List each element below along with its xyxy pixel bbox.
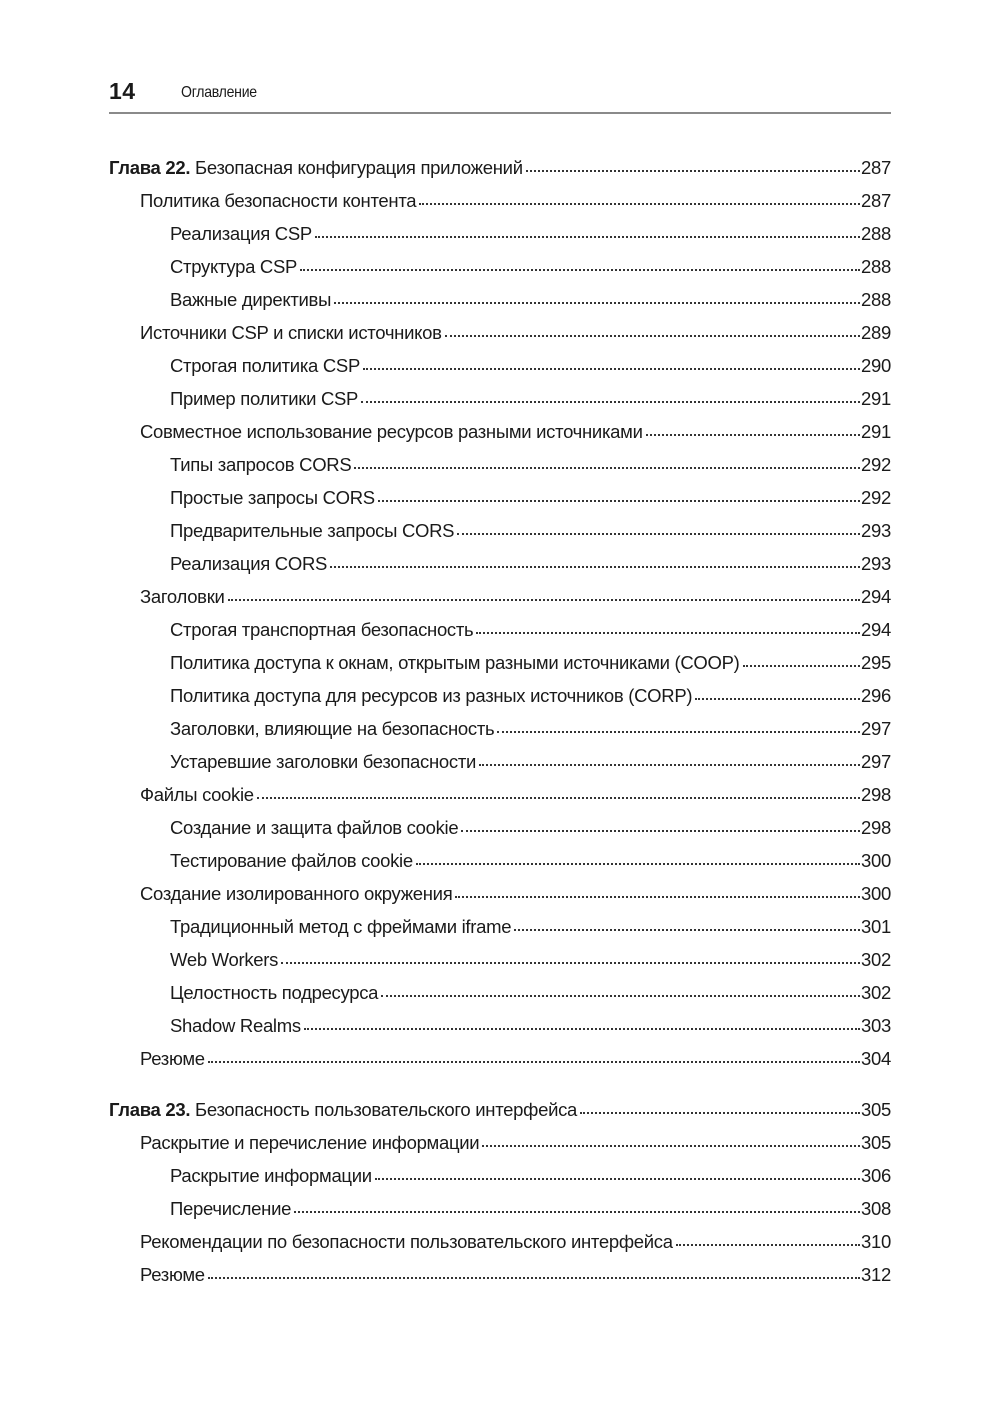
toc-entry-title: Web Workers	[170, 949, 279, 970]
toc-entry-title: Важные директивы	[170, 289, 332, 310]
toc-chapter	[109, 151, 891, 1075]
toc-entry-title	[109, 151, 523, 184]
dot-leader	[334, 301, 860, 304]
toc-entry-title: Простые запросы CORS	[170, 487, 375, 508]
toc-entry-title: Структура CSP	[170, 256, 298, 277]
toc-page-number: 305	[861, 1132, 891, 1153]
toc-page-number: 291	[861, 421, 891, 442]
toc-entry-title: Файлы cookie	[140, 784, 254, 805]
dot-leader	[743, 664, 861, 667]
toc-page-number: 293	[861, 553, 891, 574]
dot-leader	[646, 433, 860, 436]
toc-subsection[interactable]	[109, 448, 891, 481]
toc-page-number: 288	[861, 223, 891, 244]
chapter-prefix: Глава 23.	[109, 1099, 191, 1120]
toc-page-number: 290	[861, 355, 891, 376]
toc-subsection[interactable]	[109, 910, 891, 943]
chapter-prefix: Глава 22.	[109, 157, 191, 178]
dot-leader	[695, 697, 860, 700]
toc-subsection[interactable]	[109, 382, 891, 415]
toc-page-number: 294	[861, 619, 891, 640]
dot-leader	[445, 334, 860, 337]
toc-page-number: 295	[861, 652, 891, 673]
toc-page-number: 297	[861, 751, 891, 772]
toc-page-number: 312	[861, 1264, 891, 1285]
toc-entry-title: Источники CSP и списки источников	[140, 322, 442, 343]
toc-page-number: 287	[861, 157, 891, 178]
toc-page-number: 301	[861, 916, 891, 937]
toc-entry-title: Типы запросов CORS	[170, 454, 352, 475]
dot-leader	[676, 1243, 860, 1246]
toc-chapter-heading[interactable]	[109, 151, 891, 184]
running-header-title: Оглавление	[181, 84, 257, 101]
toc-section[interactable]	[109, 877, 891, 910]
dot-leader	[416, 862, 860, 865]
dot-leader	[300, 268, 860, 271]
dot-leader	[363, 367, 860, 370]
toc-subsection[interactable]	[109, 514, 891, 547]
toc-subsection[interactable]	[109, 646, 891, 679]
dot-leader	[381, 994, 860, 997]
dot-leader	[330, 565, 860, 568]
toc-page-number: 298	[861, 817, 891, 838]
dot-leader	[228, 598, 860, 601]
toc-page-number: 300	[861, 850, 891, 871]
toc-entry-title: Раскрытие информации	[170, 1165, 372, 1186]
toc-page-number: 308	[861, 1198, 891, 1219]
dot-leader	[354, 466, 860, 469]
toc-entry-title: Строгая политика CSP	[170, 355, 361, 376]
toc-entry-title: Резюме	[140, 1264, 205, 1285]
toc-page-number: 298	[861, 784, 891, 805]
toc-page-number: 302	[861, 982, 891, 1003]
toc-section[interactable]	[109, 184, 891, 217]
dot-leader	[281, 961, 860, 964]
toc-section[interactable]	[109, 1225, 891, 1258]
dot-leader	[315, 235, 860, 238]
toc-entry-title: Предварительные запросы CORS	[170, 520, 455, 541]
toc-section[interactable]	[109, 1042, 891, 1075]
toc-subsection[interactable]	[109, 745, 891, 778]
page-number: 14	[109, 78, 136, 104]
toc-subsection[interactable]	[109, 481, 891, 514]
toc-subsection[interactable]	[109, 349, 891, 382]
toc-entry-title: Заголовки, влияющие на безопасность	[170, 718, 495, 739]
toc-subsection[interactable]	[109, 679, 891, 712]
toc-entry-title: Реализация CSP	[170, 223, 312, 244]
toc-page-number: 288	[861, 256, 891, 277]
toc-entry-title: Shadow Realms	[170, 1015, 301, 1036]
toc-entry-title: Создание и защита файлов cookie	[170, 817, 459, 838]
toc-subsection[interactable]	[109, 283, 891, 316]
toc-subsection[interactable]	[109, 712, 891, 745]
dot-leader	[461, 829, 860, 832]
toc-entry-title: Совместное использование ресурсов разными источниками	[140, 421, 643, 442]
toc-entry-title: Перечисление	[170, 1198, 292, 1219]
toc-page-number: 293	[861, 520, 891, 541]
toc-entry-title: Политика доступа для ресурсов из разных источников (CORP)	[170, 685, 693, 706]
dot-leader	[304, 1027, 860, 1030]
toc-entry-title: Пример политики CSP	[170, 388, 359, 409]
toc-entry-title: Резюме	[140, 1048, 205, 1069]
toc-subsection[interactable]	[109, 547, 891, 580]
dot-leader	[419, 202, 860, 205]
toc-section[interactable]	[109, 316, 891, 349]
toc-subsection[interactable]	[109, 217, 891, 250]
toc-subsection[interactable]	[109, 1192, 891, 1225]
toc-section[interactable]	[109, 415, 891, 448]
dot-leader	[455, 895, 860, 898]
toc-page-number: 310	[861, 1231, 891, 1252]
toc-entry-title: Политика доступа к окнам, открытым разными источниками (COOP)	[170, 652, 740, 673]
toc-page-number: 296	[861, 685, 891, 706]
toc-chapter	[109, 1093, 891, 1291]
toc-page-number: 304	[861, 1048, 891, 1069]
table-of-contents	[109, 151, 891, 1309]
toc-entry-title	[109, 1093, 577, 1126]
toc-page-number: 297	[861, 718, 891, 739]
toc-entry-title: Целостность подресурса	[170, 982, 379, 1003]
dot-leader	[479, 763, 860, 766]
toc-section[interactable]	[109, 1126, 891, 1159]
toc-page-number: 288	[861, 289, 891, 310]
toc-section[interactable]	[109, 580, 891, 613]
toc-page-number: 292	[861, 487, 891, 508]
toc-page-number: 289	[861, 322, 891, 343]
dot-leader	[482, 1144, 860, 1147]
toc-subsection[interactable]	[109, 1009, 891, 1042]
running-header	[109, 76, 891, 114]
dot-leader	[257, 796, 860, 799]
toc-page-number: 306	[861, 1165, 891, 1186]
dot-leader	[580, 1111, 860, 1114]
dot-leader	[375, 1177, 860, 1180]
toc-page-number: 300	[861, 883, 891, 904]
dot-leader	[526, 169, 860, 172]
toc-chapter-heading[interactable]	[109, 1093, 891, 1126]
toc-entry-title: Устаревшие заголовки безопасности	[170, 751, 477, 772]
dot-leader	[294, 1210, 860, 1213]
chapter-title: Безопасность пользовательского интерфейса	[190, 1099, 578, 1120]
chapter-title: Безопасная конфигурация приложений	[190, 157, 523, 178]
toc-page-number: 302	[861, 949, 891, 970]
dot-leader	[361, 400, 860, 403]
toc-subsection[interactable]	[109, 1159, 891, 1192]
dot-leader	[476, 631, 860, 634]
toc-entry-title: Заголовки	[140, 586, 225, 607]
toc-subsection[interactable]	[109, 976, 891, 1009]
dot-leader	[378, 499, 860, 502]
dot-leader	[208, 1276, 860, 1279]
toc-subsection[interactable]	[109, 613, 891, 646]
toc-subsection[interactable]	[109, 811, 891, 844]
toc-page-number: 292	[861, 454, 891, 475]
toc-entry-title: Реализация CORS	[170, 553, 328, 574]
toc-page-number: 305	[861, 1099, 891, 1120]
toc-entry-title: Создание изолированного окружения	[140, 883, 453, 904]
dot-leader	[457, 532, 860, 535]
toc-page-number: 287	[861, 190, 891, 211]
toc-entry-title: Рекомендации по безопасности пользовательского интерфейса	[140, 1231, 673, 1252]
dot-leader	[514, 928, 860, 931]
toc-entry-title: Традиционный метод с фреймами iframe	[170, 916, 512, 937]
toc-entry-title: Политика безопасности контента	[140, 190, 417, 211]
toc-page-number: 294	[861, 586, 891, 607]
toc-entry-title: Раскрытие и перечисление информации	[140, 1132, 480, 1153]
toc-subsection[interactable]	[109, 250, 891, 283]
toc-section[interactable]	[109, 1258, 891, 1291]
toc-page-number: 303	[861, 1015, 891, 1036]
dot-leader	[497, 730, 860, 733]
toc-page-number: 291	[861, 388, 891, 409]
dot-leader	[208, 1060, 860, 1063]
toc-subsection[interactable]	[109, 844, 891, 877]
toc-entry-title: Тестирование файлов cookie	[170, 850, 413, 871]
toc-section[interactable]	[109, 778, 891, 811]
toc-subsection[interactable]	[109, 943, 891, 976]
toc-entry-title: Строгая транспортная безопасность	[170, 619, 474, 640]
